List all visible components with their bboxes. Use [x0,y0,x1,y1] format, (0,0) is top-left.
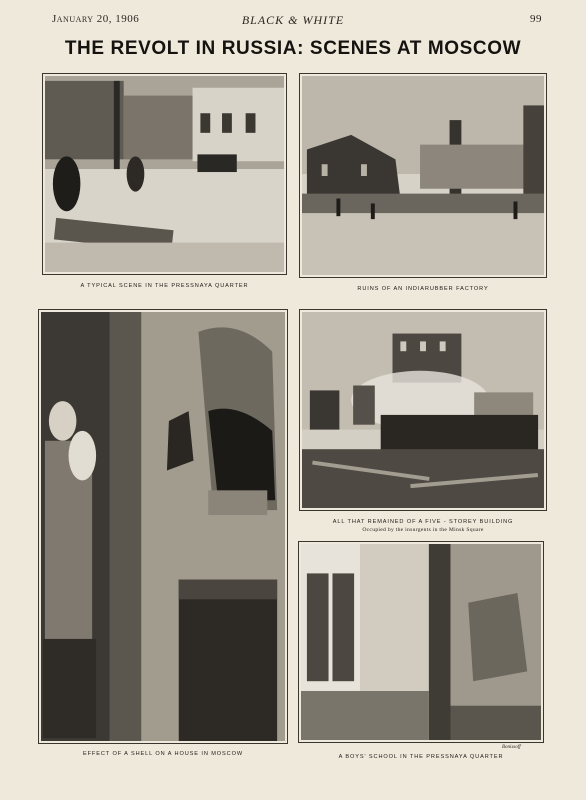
factory-ruins-image [302,76,544,275]
page-title: THE REVOLT IN RUSSIA: SCENES AT MOSCOW [64,38,522,59]
five-storey-building-image [302,312,544,508]
issue-date: January 20, 1906 [52,13,140,25]
caption-street-scene: A TYPICAL SCENE IN THE PRESSNAYA QUARTER [80,283,249,289]
street-scene-image [45,76,284,272]
photo-boys-school [299,542,543,742]
photo-street-scene [43,74,286,274]
caption-factory-ruins: RUINS OF AN INDIARUBBER FACTORY [357,286,489,292]
photo-five-storey-building [300,310,546,510]
caption-five-storey-building: ALL THAT REMAINED OF A FIVE - STOREY BUILDING [332,519,514,525]
caption-boys-school: A BOYS' SCHOOL IN THE PRESSNAYA QUARTER [338,754,504,760]
subcaption-five-storey-building: Occupied by the insurgents in the Minsk Square [362,527,484,533]
masthead: BLACK & WHITE [241,13,345,27]
photo-shelled-house [39,310,287,743]
page-number: 99 [530,13,542,25]
boys-school-image [301,544,541,740]
caption-shelled-house: EFFECT OF A SHELL ON A HOUSE IN MOSCOW [82,751,244,757]
shelled-house-image [41,312,285,741]
photo-factory-ruins [300,74,546,277]
photo-credit: Bonissoff [502,745,521,750]
